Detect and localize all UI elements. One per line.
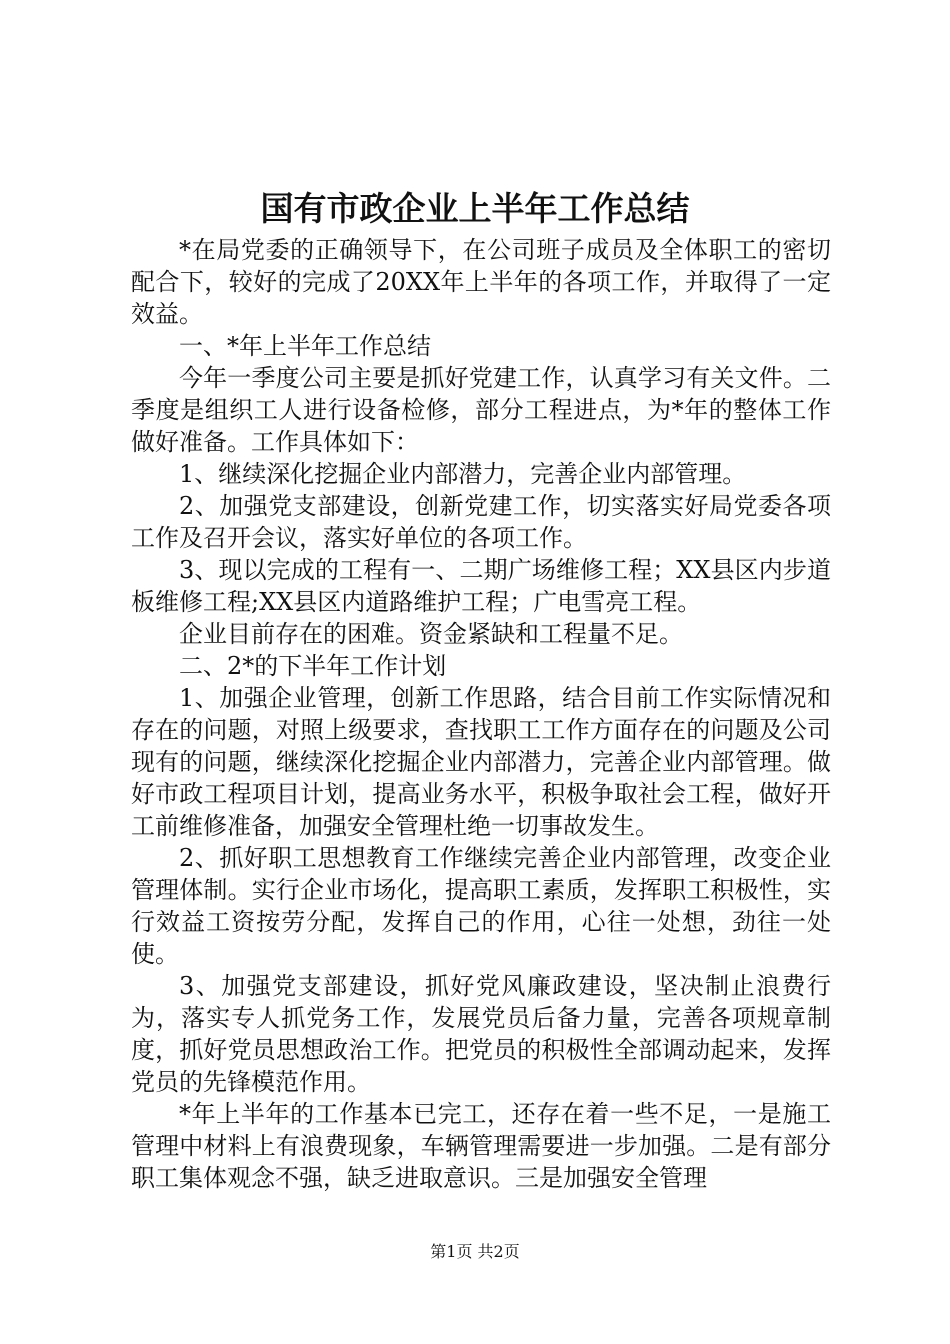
plan-item-2: 2、抓好职工思想教育工作继续完善企业内部管理，改变企业管理体制。实行企业市场化，提高职工素质，发挥职工积极性，实行效益工资按劳分配，发挥自己的作用，心往一处想，劲往一处使。 [131,844,831,968]
plan-item-1: 1、加强企业管理，创新工作思路，结合目前工作实际情况和存在的问题，对照上级要求，查找职工工作方面存在的问题及公司现有的问题，继续深化挖掘企业内部潜力，完善企业内部管理。做好市政工程项目计划，提高业务水平，积极争取社会工程，做好开工前维修准备，加强安全管理杜绝一切事故发生。 [131,684,831,840]
paragraph-intro: *在局党委的正确领导下，在公司班子成员及全体职工的密切配合下，较好的完成了20XX年上半年的各项工作，并取得了一定效益。 [131,236,831,328]
document-title: 国有市政企业上半年工作总结 [260,189,690,228]
section-heading-2: 二、2*的下半年工作计划 [179,652,447,680]
list-item-3: 3、现以完成的工程有一、二期广场维修工程；XX县区内步道板维修工程;XX县区内道路维护工程；广电雪亮工程。 [131,556,831,616]
paragraph-difficulties: 企业目前存在的困难。资金紧缺和工程量不足。 [179,620,683,648]
list-item-2: 2、加强党支部建设，创新党建工作，切实落实好局党委各项工作及召开会议，落实好单位的各项工作。 [131,492,831,552]
list-item-1: 1、继续深化挖掘企业内部潜力，完善企业内部管理。 [179,460,747,488]
paragraph-shortcomings: *年上半年的工作基本已完工，还存在着一些不足，一是施工管理中材料上有浪费现象，车辆管理需要进一步加强。二是有部分职工集体观念不强，缺乏进取意识。三是加强安全管理 [131,1100,831,1192]
page-number: 第1页 共2页 [430,1242,520,1261]
paragraph-summary: 今年一季度公司主要是抓好党建工作，认真学习有关文件。二季度是组织工人进行设备检修，部分工程进点，为*年的整体工作做好准备。工作具体如下： [131,364,831,456]
section-heading-1: 一、*年上半年工作总结 [179,332,431,360]
document-body [131,234,831,1194]
plan-item-3: 3、加强党支部建设，抓好党风廉政建设，坚决制止浪费行为，落实专人抓党务工作，发展党员后备力量，完善各项规章制度，抓好党员思想政治工作。把党员的积极性全部调动起来，发挥党员的先锋模范作用。 [131,972,831,1096]
